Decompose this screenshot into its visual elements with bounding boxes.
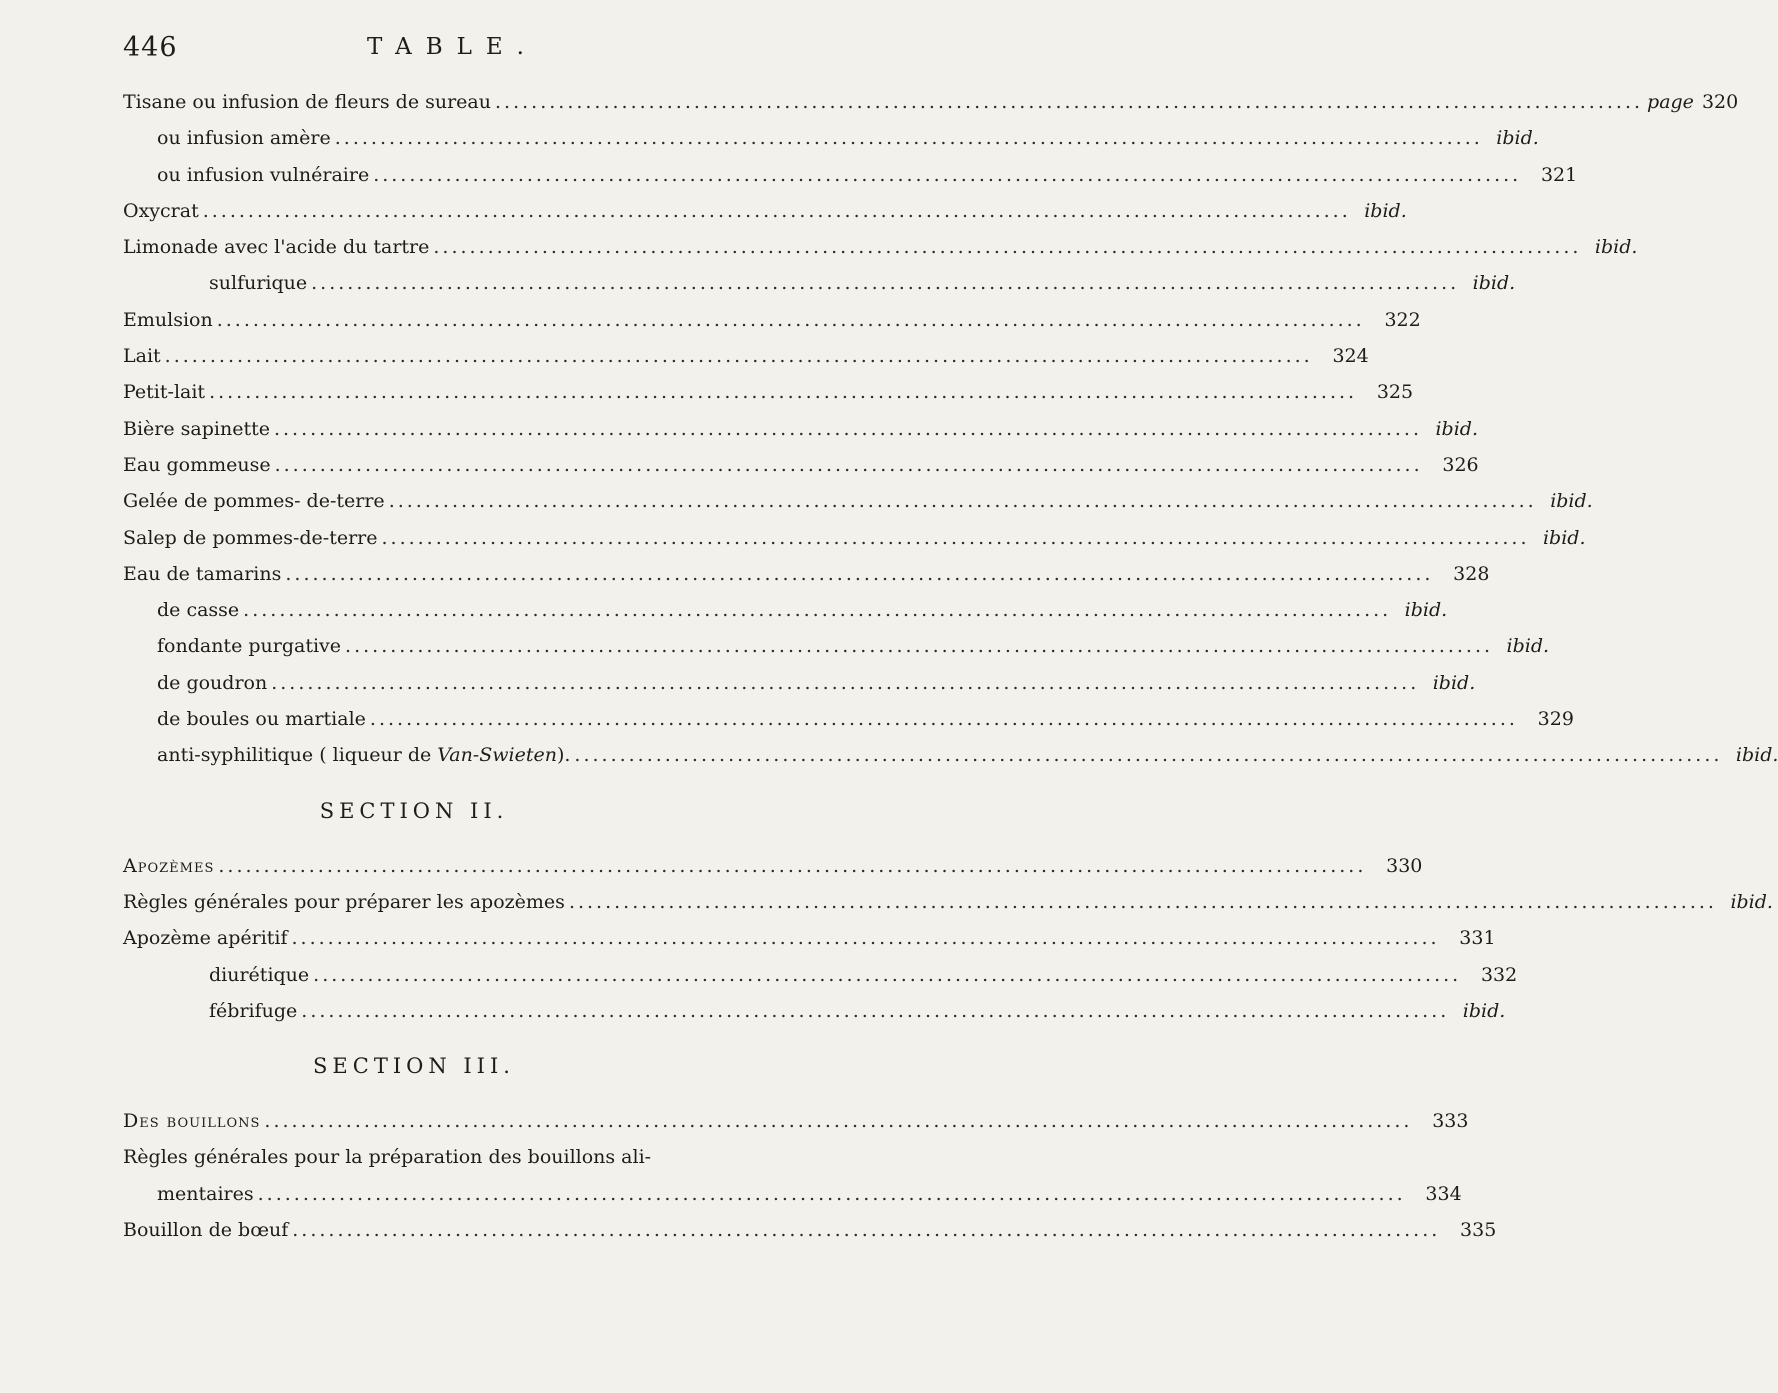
entry-label-text: Eau de tamarins xyxy=(123,562,282,585)
entry-page-wrapper xyxy=(1427,447,1479,483)
toc-entry xyxy=(123,592,1448,628)
entry-page-wrapper xyxy=(1444,1212,1496,1248)
leader-dots: ............................................................................................................................... xyxy=(274,453,1423,476)
leader-dots: ............................................................................................................................... xyxy=(373,163,1522,186)
entry-page-wrapper xyxy=(1541,483,1593,519)
leader-dots: ............................................................................................................................... xyxy=(264,1110,1413,1133)
leader-dots: ............................................................................................................................... xyxy=(313,963,1462,986)
entry-label xyxy=(123,447,271,483)
leader-dots: ............................................................................................................................... xyxy=(433,236,1582,259)
entry-label xyxy=(123,1103,260,1139)
entry-label-text: de goudron xyxy=(157,671,268,694)
entry-page-wrapper xyxy=(1463,265,1515,301)
entry-page: ibid. xyxy=(1432,671,1476,694)
toc-entry xyxy=(123,483,1593,519)
entry-label-text: Lait xyxy=(123,345,161,368)
entry-label xyxy=(157,737,570,773)
entry-label: mentaires xyxy=(157,1182,254,1205)
entry-page: 335 xyxy=(1460,1219,1497,1242)
entry-page-wrapper xyxy=(1522,701,1574,737)
leader-dots: ............................................................................................................................... xyxy=(273,417,1422,440)
entry-page: ibid. xyxy=(1462,999,1506,1022)
entry-label-text: Salep de pommes-de-terre xyxy=(123,526,378,549)
entry-page-wrapper xyxy=(1370,848,1422,884)
entry-page-wrapper xyxy=(1416,1103,1468,1139)
entry-page-wrapper xyxy=(1355,193,1407,229)
entry-label xyxy=(157,157,369,193)
entry-label xyxy=(123,338,161,374)
toc-entry xyxy=(123,737,1778,773)
leader-dots: ............................................................................................................................... xyxy=(164,345,1313,368)
leader-dots: ............................................................................................................................... xyxy=(345,635,1494,658)
entry-page: 320 xyxy=(1701,91,1739,113)
entry-label-text: sulfurique xyxy=(209,272,308,295)
toc-entry xyxy=(123,193,1407,229)
entry-page: ibid. xyxy=(1542,526,1586,549)
entry-page: 329 xyxy=(1537,708,1574,731)
entry-label-text: Des bouillons xyxy=(123,1110,261,1133)
entry-page: 322 xyxy=(1384,308,1421,331)
entry-label-text: Tisane ou infusion de fleurs de sureau xyxy=(123,91,491,113)
toc-entry xyxy=(123,957,1518,993)
entry-label xyxy=(123,520,377,556)
toc-entry xyxy=(123,520,1586,556)
entry-label xyxy=(157,701,366,737)
page-number: 446 xyxy=(123,32,178,63)
entry-label xyxy=(123,483,385,519)
entry-page-wrapper xyxy=(1525,157,1577,193)
entry-label-text: ou infusion amère xyxy=(157,127,331,150)
entry-page-wrapper xyxy=(1453,993,1505,1029)
entry-page-wrapper xyxy=(1444,920,1496,956)
entry-page: ibid. xyxy=(1506,635,1550,658)
entry-label-text: Règles générales pour préparer les apozèmes xyxy=(123,890,565,913)
entry-page: ibid. xyxy=(1404,599,1448,622)
entry-label-text: anti-syphilitique ( liqueur de xyxy=(157,744,438,767)
entries-list xyxy=(123,84,1778,774)
entry-label xyxy=(123,884,565,920)
page-word: page xyxy=(1647,91,1694,113)
leader-dots: ............................................................................................................................... xyxy=(218,854,1367,877)
entry-label xyxy=(123,229,429,265)
toc-entry xyxy=(123,84,1739,120)
entry-page-wrapper xyxy=(1369,302,1421,338)
entry-page: ibid. xyxy=(1730,890,1773,913)
entry-label xyxy=(123,920,288,956)
entry-label-text: Eau gommeuse xyxy=(123,453,271,476)
entry-label-text: Apozème apéritif xyxy=(123,927,288,950)
leader-dots: ............................................................................................................................... xyxy=(311,272,1460,295)
entry-label xyxy=(123,84,491,120)
entry-page-wrapper xyxy=(1497,628,1549,664)
entry-page-wrapper xyxy=(1647,84,1738,120)
toc-entry xyxy=(123,556,1490,592)
entry-label-text: Limonade avec l'acide du tartre xyxy=(123,236,430,259)
entry-page-wrapper xyxy=(1395,592,1447,628)
entry-page: ibid. xyxy=(1472,272,1516,295)
entry-label-text: fondante purgative xyxy=(157,635,342,658)
entry-line2 xyxy=(123,1176,1462,1212)
entry-page-wrapper xyxy=(1721,884,1773,920)
entry-label-italic: Van-Swieten xyxy=(437,744,557,767)
entry-label-text: Petit-lait xyxy=(123,381,206,404)
entry-page-wrapper xyxy=(1317,338,1369,374)
entry-page-wrapper xyxy=(1726,737,1778,773)
entry-page: ibid. xyxy=(1435,417,1478,440)
toc-entry xyxy=(123,265,1516,301)
leader-dots: ............................................................................................................................... xyxy=(285,562,1434,585)
entry-page-wrapper xyxy=(1534,520,1586,556)
leader-dots: ............................................................................................................................... xyxy=(209,381,1358,404)
entry-label xyxy=(209,993,297,1029)
entry-page: 321 xyxy=(1540,163,1578,186)
toc-entry xyxy=(123,993,1506,1029)
entry-page: ibid. xyxy=(1550,490,1593,513)
entry-label-text: diurétique xyxy=(209,963,310,986)
entry-page: 330 xyxy=(1386,854,1423,877)
toc-entry xyxy=(123,884,1773,920)
entry-page: ibid. xyxy=(1735,744,1778,767)
entry-label-text: Oxycrat xyxy=(123,199,199,222)
toc-entry xyxy=(123,665,1476,701)
entry-label-after: ). xyxy=(556,744,571,767)
page-header xyxy=(123,32,703,72)
entry-page: 324 xyxy=(1332,345,1369,368)
entry-label xyxy=(123,411,270,447)
entry-label-text: Apozèmes xyxy=(123,854,215,877)
toc-entry xyxy=(123,920,1496,956)
entry-page: 328 xyxy=(1453,562,1490,585)
leader-dots: ............................................................................................................................... xyxy=(568,890,1717,913)
toc-entry xyxy=(123,1139,1462,1212)
entry-page: 334 xyxy=(1425,1182,1462,1205)
header-title: TABLE. xyxy=(367,34,538,60)
entry-label xyxy=(157,120,331,156)
entry-page-wrapper xyxy=(1487,120,1539,156)
entry-page: 331 xyxy=(1459,927,1496,950)
toc-entry xyxy=(123,374,1414,410)
leader-dots: ............................................................................................................................... xyxy=(271,671,1420,694)
entry-label xyxy=(209,265,307,301)
toc-entry xyxy=(123,848,1423,884)
entry-page: 333 xyxy=(1432,1110,1469,1133)
toc-entry xyxy=(123,229,1638,265)
entry-label-text: Gelée de pommes- de-terre xyxy=(123,490,385,513)
entry-page-wrapper xyxy=(1465,957,1517,993)
entry-page-wrapper xyxy=(1426,411,1478,447)
entry-page: 326 xyxy=(1442,453,1479,476)
section-3-title: SECTION III. xyxy=(313,1054,515,1079)
section-2-title: SECTION II. xyxy=(319,798,509,823)
table-of-contents xyxy=(123,84,1778,1248)
toc-entry xyxy=(123,701,1574,737)
leader-dots: ............................................................................................................................... xyxy=(292,1219,1441,1242)
section-2-entries xyxy=(123,848,1773,1029)
entry-label xyxy=(157,665,267,701)
entry-page: ibid. xyxy=(1496,127,1539,150)
toc-entry xyxy=(123,447,1479,483)
entry-label-line1: Règles générales pour la préparation des bouillons ali- xyxy=(123,1146,652,1169)
toc-entry xyxy=(123,157,1578,193)
toc-entry xyxy=(123,1103,1469,1139)
toc-entry xyxy=(123,411,1478,447)
entry-label xyxy=(123,302,213,338)
entry-page-wrapper xyxy=(1423,665,1475,701)
toc-entry xyxy=(123,1212,1497,1248)
toc-entry xyxy=(123,338,1369,374)
entry-label-text: fébrifuge xyxy=(209,999,298,1022)
entry-label-text: de boules ou martiale xyxy=(157,708,366,731)
entry-label-text: de casse xyxy=(157,599,240,622)
leader-dots: ............................................................................................................................... xyxy=(257,1182,1406,1205)
leader-dots: ............................................................................................................................... xyxy=(369,708,1518,731)
entry-page: ibid. xyxy=(1364,199,1407,222)
entry-label-text: ou infusion vulnéraire xyxy=(157,163,370,186)
toc-entry xyxy=(123,120,1539,156)
leader-dots: ............................................................................................................................... xyxy=(301,999,1450,1022)
leader-dots: ............................................................................................................................... xyxy=(216,308,1365,331)
leader-dots: ............................................................................................................................... xyxy=(381,526,1530,549)
leader-dots: ............................................................................................................................... xyxy=(388,490,1537,513)
entry-page-wrapper xyxy=(1585,229,1637,265)
entry-page: 325 xyxy=(1376,381,1414,404)
entry-page-wrapper xyxy=(1361,374,1413,410)
entry-label xyxy=(123,193,199,229)
toc-entry xyxy=(123,302,1421,338)
entry-label xyxy=(123,556,281,592)
entry-label-text: Emulsion xyxy=(123,308,213,331)
entry-label xyxy=(123,374,205,410)
leader-dots: ............................................................................................................................... xyxy=(243,599,1392,622)
entry-page: 332 xyxy=(1480,963,1518,986)
toc-entry xyxy=(123,628,1550,664)
entry-page-wrapper xyxy=(1437,556,1489,592)
leader-dots: ............................................................................................................................... xyxy=(291,927,1440,950)
entry-label xyxy=(123,848,214,884)
entry-label-text: Bière sapinette xyxy=(123,417,270,440)
entry-page: ibid. xyxy=(1594,236,1638,259)
entry-label xyxy=(157,592,239,628)
section-3-entries xyxy=(123,1103,1497,1248)
leader-dots: ............................................................................................................................... xyxy=(574,744,1723,767)
entry-label xyxy=(157,628,341,664)
entry-label xyxy=(209,957,309,993)
entry-label xyxy=(123,1212,288,1248)
entry-label-text: Bouillon de bœuf xyxy=(123,1219,289,1242)
leader-dots: ............................................................................................................................... xyxy=(495,91,1644,113)
leader-dots: ............................................................................................................................... xyxy=(202,199,1351,222)
leader-dots: ............................................................................................................................... xyxy=(334,127,1483,150)
